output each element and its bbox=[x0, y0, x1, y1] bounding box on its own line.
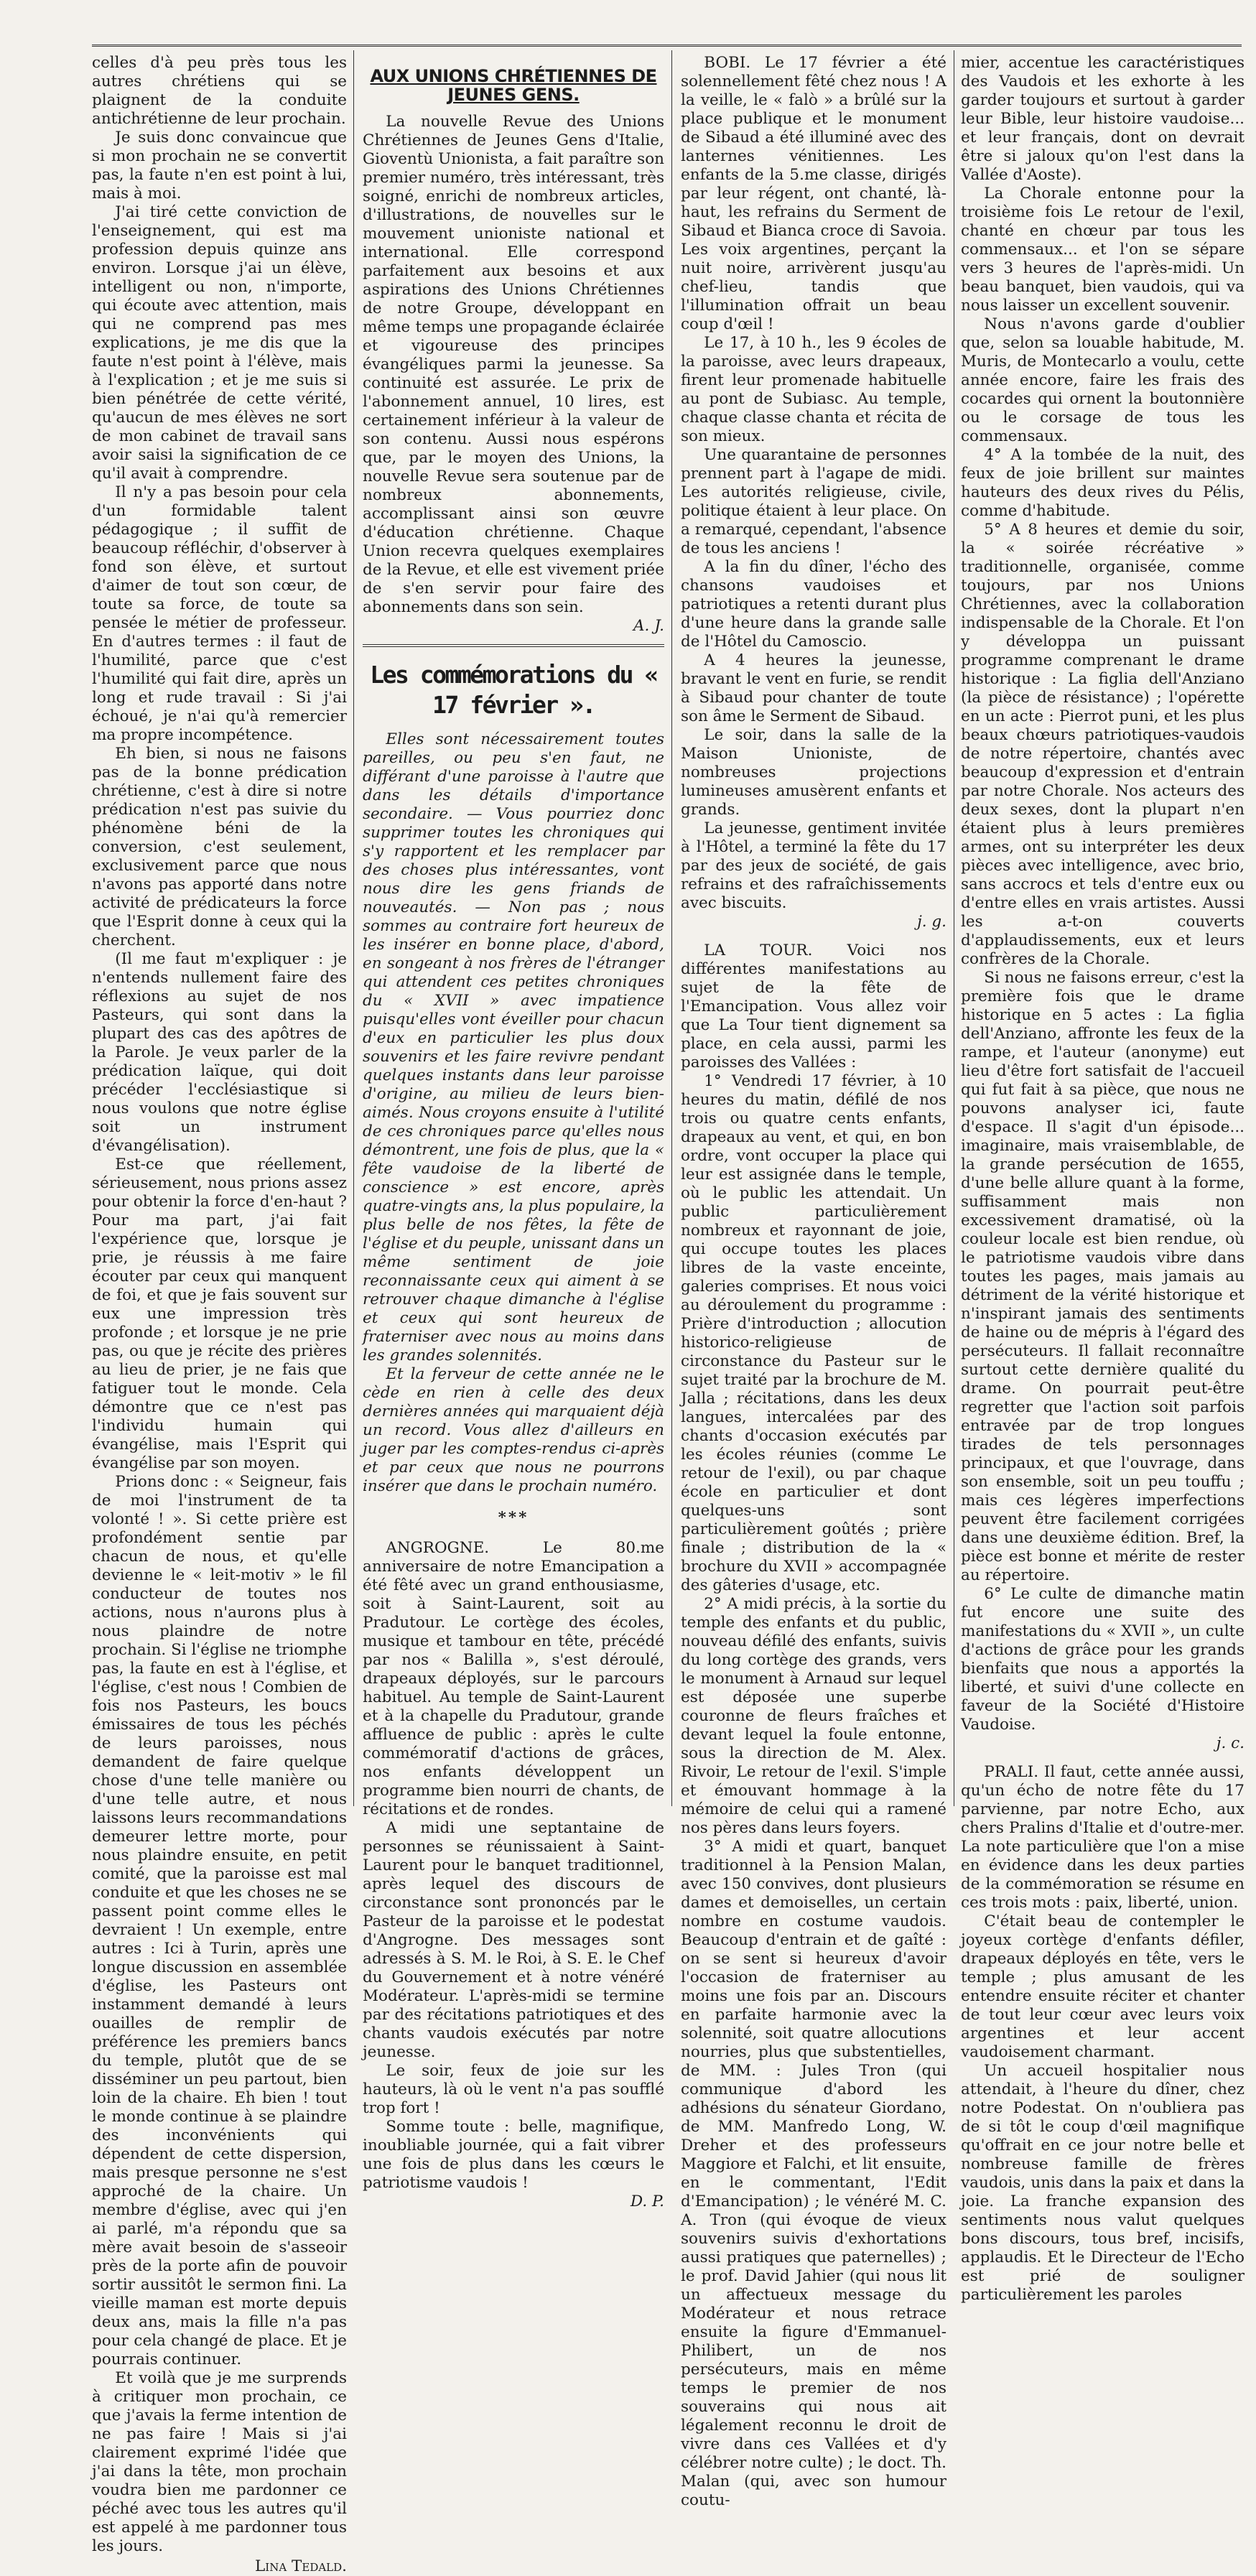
paragraph: mier, accentue les caractéristiques des Vaudois et les exhorte à les garder toujours et surtout à garder leur Bible, leur histoire vaudoise... et leur français, dont on devrait être si jaloux qu'on l'est dans la Vallée d'Aoste). bbox=[961, 54, 1245, 184]
paragraph: Une quarantaine de personnes prennent part à l'agape de midi. Les autorités religieuse, civile, politique étaient à leur place. On a remarqué, cependant, l'absence de tous les anciens ! bbox=[681, 446, 946, 557]
paragraph: Est-ce que réellement, sérieusement, nous prions assez pour obtenir la force d'en-haut ? Pour ma part, j'ai fait l'expérience que, lorsque je prie, je réussis à me faire écouter par ceux qui manquent de foi, et que je fais souvent sur eux une impression très profonde ; et lorsque je ne prie pas, ou que je récite des prières au lieu de prier, je ne fais que fatiguer tout le monde. Cela démontre que ce n'est pas l'individu humain qui évangélise, mais l'Esprit qui évangélise par son moyen. bbox=[92, 1156, 347, 1472]
column-1 bbox=[92, 54, 348, 2575]
paragraph: J'ai tiré cette conviction de l'enseignement, qui est ma profession depuis quinze ans environ. Lorsque j'ai un élève, intelligent ou non, n'importe, qui écoute avec attention, mais qui ne comprend pas mes explications, je me dis que la faute n'est point à l'élève, mais à l'explication ; et je me suis si bien pénétrée de cette vérité, qu'aucun de mes élèves ne sort de mon cabinet de travail sans avoir saisi la signification de ce qu'il avait à comprendre. bbox=[92, 203, 347, 483]
paragraph: Si nous ne faisons erreur, c'est la première fois que le drame historique en 5 actes : La figlia dell'Anziano, affronte les feux de la rampe, et l'auteur (anonyme) eut lieu d'être fort satisfait de l'accueil qui fut fait à sa pièce, que nous ne pouvons analyser ici, faute d'espace. Il s'agit d'un épisode... imaginaire, mais vraisemblable, de la grande persécution de 1655, d'une belle allure quant à la forme, suffisamment mais non excessivement dramatisé, où la couleur locale est bien rendue, où le patriotisme vaudois vibre dans toutes les pages, mais jamais au détriment de la vérité historique et n'inspirant jamais des sentiments de haine ou de mépris à l'égard des persécuteurs. Il fallait reconnaître surtout cette dernière qualité du drame. On pourrait peut-être regretter que l'action soit parfois entravée par de trop longues tirades de tels personnages principaux, et que l'ouvrage, dans son ensemble, soit un peu touffu ; mais ces légères imperfections peuvent être facilement corrigées dans une deuxième édition. Bref, la pièce est bonne et mérite de rester au répertoire. bbox=[961, 969, 1245, 1584]
paragraph: C'était beau de contempler le joyeux cortège d'enfants défiler, drapeaux déployés en tête, vers le temple ; plus amusant de les entendre ensuite réciter et chanter de tout leur cœur avec leurs voix argentines et leur accent vaudoisement charmant. bbox=[961, 1912, 1245, 2061]
paragraph: 1° Vendredi 17 février, à 10 heures du matin, défilé de nos trois ou quatre cents enfants, drapeaux au vent, et qui, en bon ordre, vont occuper la place qui leur est assignée dans le temple, où le public les attendait. Un public particulièrement nombreux et rayonnant de joie, qui occupe toutes les places libres de la vaste enceinte, galeries comprises. Et nous voici au déroulement du programme : Prière d'introduction ; allocution historico-religieuse de circonstance du Pasteur sur le sujet traité par la brochure de M. Jalla ; récitations, dans les deux langues, intercalées par des chants d'occasion exécutés par les écoles réunies (comme Le retour de l'exil), ou par chaque école en particulier et dont quelques-uns sont particulièrement goûtés ; prière finale ; distribution de la « brochure du XVII » accompagnée des gâteries d'usage, etc. bbox=[681, 1072, 946, 1594]
paragraph: 4° A la tombée de la nuit, des feux de joie brillent sur maintes hauteurs des deux rives du Pélis, comme d'habitude. bbox=[961, 446, 1245, 520]
author-signature: Lina Tedald. bbox=[255, 2557, 347, 2575]
paragraph: 2° A midi précis, à la sortie du temple des enfants et du public, nouveau défilé des enfants, suivis du long cortège des grands, vers le monument à Arnaud sur lequel est déposée une superbe couronne de fleurs fraîches et devant lequel la foule entonne, sous la direction de M. Alex. Rivoir, Le retour de l'exil. S'imple et émouvant hommage à la mémoire de celui qui a ramené nos pères dans leurs foyers. bbox=[681, 1595, 946, 1837]
article-signature: A. J. bbox=[633, 617, 664, 635]
column-3 bbox=[681, 54, 946, 2509]
paragraph: Je suis donc convaincue que si mon prochain ne se convertit pas, la faute n'en est point à lui, mais à moi. bbox=[92, 129, 347, 203]
paragraph: Et voilà que je me surprends à critiquer mon prochain, ce que j'avais la ferme intention de ne pas faire ! Mais si j'ai clairement exprimé l'idée que j'ai dans la tête, mon prochain voudra bien me pardonner ce péché avec tous les autres qu'il est appelé à me pardonner tous les jours. bbox=[92, 2369, 347, 2555]
paragraph: celles d'à peu près tous les autres chrétiens qui se plaignent de la conduite antichrétienne de leur prochain. bbox=[92, 54, 347, 128]
paragraph: Le soir, feux de joie sur les hauteurs, là où le vent n'a pas soufflé trop fort ! bbox=[363, 2062, 664, 2117]
paragraph: La jeunesse, gentiment invitée à l'Hôtel, a terminé la fête du 17 par des jeux de société, de gais refrains et des rafraîchissements avec biscuits. bbox=[681, 819, 946, 912]
paragraph: BOBI. Le 17 février a été solennellement fêté chez nous ! A la veille, le « falò » a brûlé sur la place publique et le monument de Sibaud a été illuminé avec des lanternes vénitiennes. Les enfants de la 5.me classe, dirigés par leur régent, ont chanté, là-haut, les refrains du Serment de Sibaud et Bianca croce di Savoia. Les voix argentines, perçant la nuit noire, arrivèrent jusqu'au chef-lieu, tandis que l'illumination offrait un beau coup d'œil ! bbox=[681, 54, 946, 333]
paragraph: LA TOUR. Voici nos différentes manifestations au sujet de la fête de l'Emancipation. Vous allez voir que La Tour tient dignement sa place, en cela aussi, parmi les paroisses des Vallées : bbox=[681, 941, 946, 1071]
paragraph: Le soir, dans la salle de la Maison Unioniste, de nombreuses projections lumineuses amusèrent enfants et grands. bbox=[681, 726, 946, 819]
paragraph: A 4 heures la jeunesse, bravant le vent en furie, se rendit à Sibaud pour chanter de toute son âme le Serment de Sibaud. bbox=[681, 651, 946, 725]
paragraph: A midi une septantaine de personnes se réunissaient à Saint-Laurent pour le banquet traditionnel, après lequel des discours de circonstance sont prononcés par le Pasteur de la paroisse et le podestat d'Angrogne. Des messages sont adressés à S. M. le Roi, à S. E. le Chef du Gouvernement et à notre vénéré Modérateur. L'après-midi se termine par des récitations patriotiques et des chants vaudois exécutés par notre jeunesse. bbox=[363, 1819, 664, 2061]
paragraph: 3° A midi et quart, banquet traditionnel à la Pension Malan, avec 150 convives, dont plusieurs dames et demoiselles, un certain nombre en costume vaudois. Beaucoup d'entrain et de gaîté : on se sent si heureux d'avoir l'occasion de fraterniser au moins une fois par an. Discours en parfaite harmonie avec la solennité, soit quatre allocutions nourries, plus que substentielles, de MM. : Jules Tron (qui communique d'abord les adhésions du sénateur Giordano, de MM. Manfredo Long, W. Dreher et des professeurs Maggiore et Falchi, et lit ensuite, en le commentant, l'Edit d'Emancipation) ; le vénéré M. C. A. Tron (qui évoque de vieux souvenirs suivis d'exhortations aussi pratiques que paternelles) ; le prof. David Jahier (qui nous lit un affectueux message du Modérateur et nous retrace ensuite la figure d'Emmanuel-Philibert, un de nos persécuteurs, mais en même temps le premier de nos souverains qui nous ait légalement reconnu le droit de vivre dans ces Vallées et d'y célébrer notre culte) ; le doct. Th. Malan (qui, avec son humour coutu- bbox=[681, 1838, 946, 2509]
paragraph: ANGROGNE. Le 80.me anniversaire de notre Emancipation a été fêté avec un grand enthousiasme, soit à Saint-Laurent, soit au Pradutour. Le cortège des écoles, musique et tambour en tête, précédé par nos « Balilla », s'est déroulé, drapeaux déployés, sur le parcours habituel. Au temple de Saint-Laurent et à la chapelle du Pradutour, grande affluence de public : après le culte commémoratif d'actions de grâces, nos enfants développent un programme bien nourri de chants, de récitations et de rondes. bbox=[363, 1539, 664, 1818]
top-rule bbox=[92, 45, 1242, 47]
paragraph: Il n'y a pas besoin pour cela d'un formidable talent pédagogique ; il suffit de beaucoup réfléchir, d'observer à fond son élève, et surtout d'aimer de tout son cœur, de toute sa force, de toute sa pensée le métier de professeur. En d'autres termes : il faut de l'humilité, parce que c'est l'humilité qui fait dire, après un long et rude travail : Si j'ai échoué, je n'ai qu'à remercier ma propre incompétence. bbox=[92, 483, 347, 744]
paragraph: 6° Le culte de dimanche matin fut encore une suite des manifestations du « XVII », un culte d'actions de grâce pour les grands bienfaits que nous a apportés la liberté, et suivi d'une collecte en faveur de la Société d'Histoire Vaudoise. bbox=[961, 1585, 1245, 1734]
column-2 bbox=[363, 54, 664, 2210]
paragraph: La Chorale entonne pour la troisième fois Le retour de l'exil, chanté en chœur par tous les commensaux... et l'on se sépare vers 3 heures de l'après-midi. Un beau banquet, bien vaudois, qui va nous laisser un excellent souvenir. bbox=[961, 185, 1245, 315]
section-divider bbox=[363, 644, 664, 647]
article-headline-commemorations: Les commémorations du « 17 février ». bbox=[370, 661, 657, 719]
paragraph: La nouvelle Revue des Unions Chrétiennes de Jeunes Gens d'Italie, Gioventù Unionista, a fait paraître son premier numéro, très intéressant, très soigné, enrichi de nombreux articles, d'illustrations, de nouvelles sur le mouvement unioniste national et international. Elle correspond parfaitement aux besoins et aux aspirations des Unions Chrétiennes de notre Groupe, développant en même temps une propagande éclairée et vigoureuse des principes évangéliques parmi la jeunesse. Sa continuité est assurée. Le prix de l'abonnement annuel, 10 lires, est certainement inférieur à la valeur de son contenu. Aussi nous espérons que, par le moyen des Unions, la nouvelle Revue sera soutenue par de nombreux abonnements, accomplissant ainsi son œuvre d'éducation chrétienne. Chaque Union recevra quelques exemplaires de la Revue, et elle est vivement priée de s'en servir pour faire des abonnements dans son sein. bbox=[363, 113, 664, 616]
article-signature: j. g. bbox=[917, 913, 946, 931]
paragraph: Prions donc : « Seigneur, fais de moi l'instrument de ta volonté ! ». Si cette prière est profondément sentie par chacun de nous, et qu'elle devienne le « leit-motiv » le fil conducteur de toutes nos actions, nous n'aurons plus à nous plaindre de notre prochain. Si l'église ne triomphe pas, la faute en est à l'église, et l'église, c'est nous ! Combien de fois nos Pasteurs, les boucs émissaires de tous les péchés de leurs paroisses, nous demandent de faire quelque chose d'une telle manière ou d'une telle autre, et nous laissons leurs recommandations demeurer lettre morte, pour nous plaindre ensuite, en petit comité, que la paroisse est mal conduite et que les choses ne se passent point comme elles le devraient ! Un exemple, entre autres : Ici à Turin, après une longue discussion en assemblée d'église, les Pasteurs ont instamment demandé à leurs ouailles de remplir de préférence les premiers bancs du temple, plutôt que de se disséminer un peu partout, bien loin de la chaire. Eh bien ! tout le monde continue à se plaindre des inconvénients qui dépendent de cette dispersion, mais presque personne ne s'est approché de la chaire. Un membre d'église, avec qui j'en ai parlé, m'a répondu que sa mère avait besoin de s'asseoir près de la porte afin de pouvoir sortir aussitôt le sermon fini. La vieille maman est morte depuis deux ans, mais la fille n'a pas pour cela changé de place. Et je pourrais continuer. bbox=[92, 1473, 348, 2368]
column-divider bbox=[671, 50, 672, 1806]
section-stars: *** bbox=[498, 1509, 529, 1527]
paragraph: Eh bien, si nous ne faisons pas de la bonne prédication chrétienne, c'est à dire si notre prédication n'est pas suivie du phénomène béni de la conversion, c'est seulement, exclusivement parce que nous n'avons pas apporté dans notre activité de prédicateurs la force que l'Esprit donne à ceux qui la cherchent. bbox=[92, 745, 347, 949]
paragraph: A la fin du dîner, l'écho des chansons vaudoises et patriotiques a retenti durant plus d'une heure dans la grande salle de l'Hôtel du Camoscio. bbox=[681, 558, 946, 651]
paragraph: 5° A 8 heures et demie du soir, la « soirée récréative » traditionnelle, organisée, comme toujours, par nos Unions Chrétiennes, avec la collaboration indispensable de la Chorale. Et l'on y développa un puissant programme comprenant le drame historique : La figlia dell'Anziano (la pièce de résistance) ; l'opérette en un acte : Pierrot puni, et les plus beaux chœurs patriotiques-vaudois de notre répertoire, chantés avec beaucoup d'expression et d'entrain par notre Chorale. Nos acteurs des deux sexes, dont la plupart n'en étaient plus à leurs premières armes, ont su interpréter les deux pièces avec intelligence, avec brio, sans accrocs et tels d'entre eux ou d'entre elles en vrais artistes. Aussi les a-t-on couverts d'applaudissements, eux et leurs confrères de la Chorale. bbox=[961, 521, 1245, 968]
column-divider bbox=[353, 50, 354, 1806]
intro-paragraph: Et la ferveur de cette année ne le cède en rien à celle des deux dernières années qui marquaient déjà un record. Vous allez d'ailleurs en juger par les comptes-rendus ci-après et par ceux que nous ne pourrons insérer que dans le prochain numéro. bbox=[363, 1365, 664, 1495]
article-signature: j. c. bbox=[1216, 1734, 1245, 1752]
article-signature: D. P. bbox=[630, 2193, 664, 2210]
column-4 bbox=[961, 54, 1245, 2304]
paragraph: Le 17, à 10 h., les 9 écoles de la paroisse, avec leurs drapeaux, firent leur promenade habituelle au pont de Subiasc. Au temple, chaque classe chanta et récita de son mieux. bbox=[681, 334, 946, 445]
paragraph: Somme toute : belle, magnifique, inoubliable journée, qui a fait vibrer une fois de plus dans les cœurs le patriotisme vaudois ! bbox=[363, 2118, 664, 2192]
paragraph: Nous n'avons garde d'oublier que, selon sa louable habitude, M. Muris, de Montecarlo a voulu, cette année encore, faire les frais des cocardes qui ornent la boutonnière ou le corsage de tous les commensaux. bbox=[961, 315, 1245, 445]
intro-paragraph: Elles sont nécessairement toutes pareilles, ou peu s'en faut, ne différant d'une paroisse à l'autre que dans les détails d'importance secondaire. — Vous pourriez donc supprimer toutes les chroniques qui s'y rapportent et les remplacer par des choses plus intéressantes, vont nous dire les gens friands de nouveautés. — Non pas ; nous sommes au contraire fort heureux de les insérer en bonne place, d'abord, en songeant à nos frères de l'étranger qui attendent ces petites chroniques du « XVII » avec impatience puisqu'elles vont éveiller pour chacun d'eux en particulier les plus doux souvenirs et les faire revivre pendant quelques instants dans leur paroisse d'origine, au milieu de leurs bien-aimés. Nous croyons ensuite à l'utilité de ces chroniques parce qu'elles nous démontrent, une fois de plus, que la « fête vaudoise de la liberté de conscience » est encore, après quatre-vingts ans, la plus populaire, la plus belle de nos fêtes, la fête de l'église et du peuple, unissant dans un même sentiment de joie reconnaissante ceux qui aiment à se retrouver chaque dimanche à l'église et ceux qui sont heureux de fraterniser avec nous au moins dans les grandes solennités. bbox=[363, 730, 664, 1364]
paragraph: Un accueil hospitalier nous attendait, à l'heure du dîner, chez notre Podestat. On n'oubliera pas de si tôt le coup d'œil magnifique qu'offrait en ce jour notre belle et nombreuse famille de frères vaudois, unis dans la paix et dans la joie. La franche expansion des sentiments nous valut quelques bons discours, tous bref, incisifs, applaudis. Et le Directeur de l'Echo est prié de souligner particulièrement les paroles bbox=[961, 2062, 1245, 2304]
article-headline-unions: AUX UNIONS CHRÉTIENNES DE JEUNES GENS. bbox=[370, 66, 657, 105]
paragraph: PRALI. Il faut, cette année aussi, qu'un écho de notre fête du 17 parvienne, par notre Echo, aux chers Pralins d'Italie et d'outre-mer. La note particulière que l'on a mise en évidence dans les deux parties de la commémoration se résume en ces trois mots : paix, liberté, union. bbox=[961, 1763, 1245, 1912]
paragraph: (Il me faut m'expliquer : je n'entends nullement faire des réflexions au sujet de nos Pasteurs, qui sont dans la plupart des cas des apôtres de la Parole. Je veux parler de la prédication laïque, qui doit précéder l'ecclésiastique si nous voulons que notre église soit un instrument d'évangélisation). bbox=[92, 950, 347, 1155]
